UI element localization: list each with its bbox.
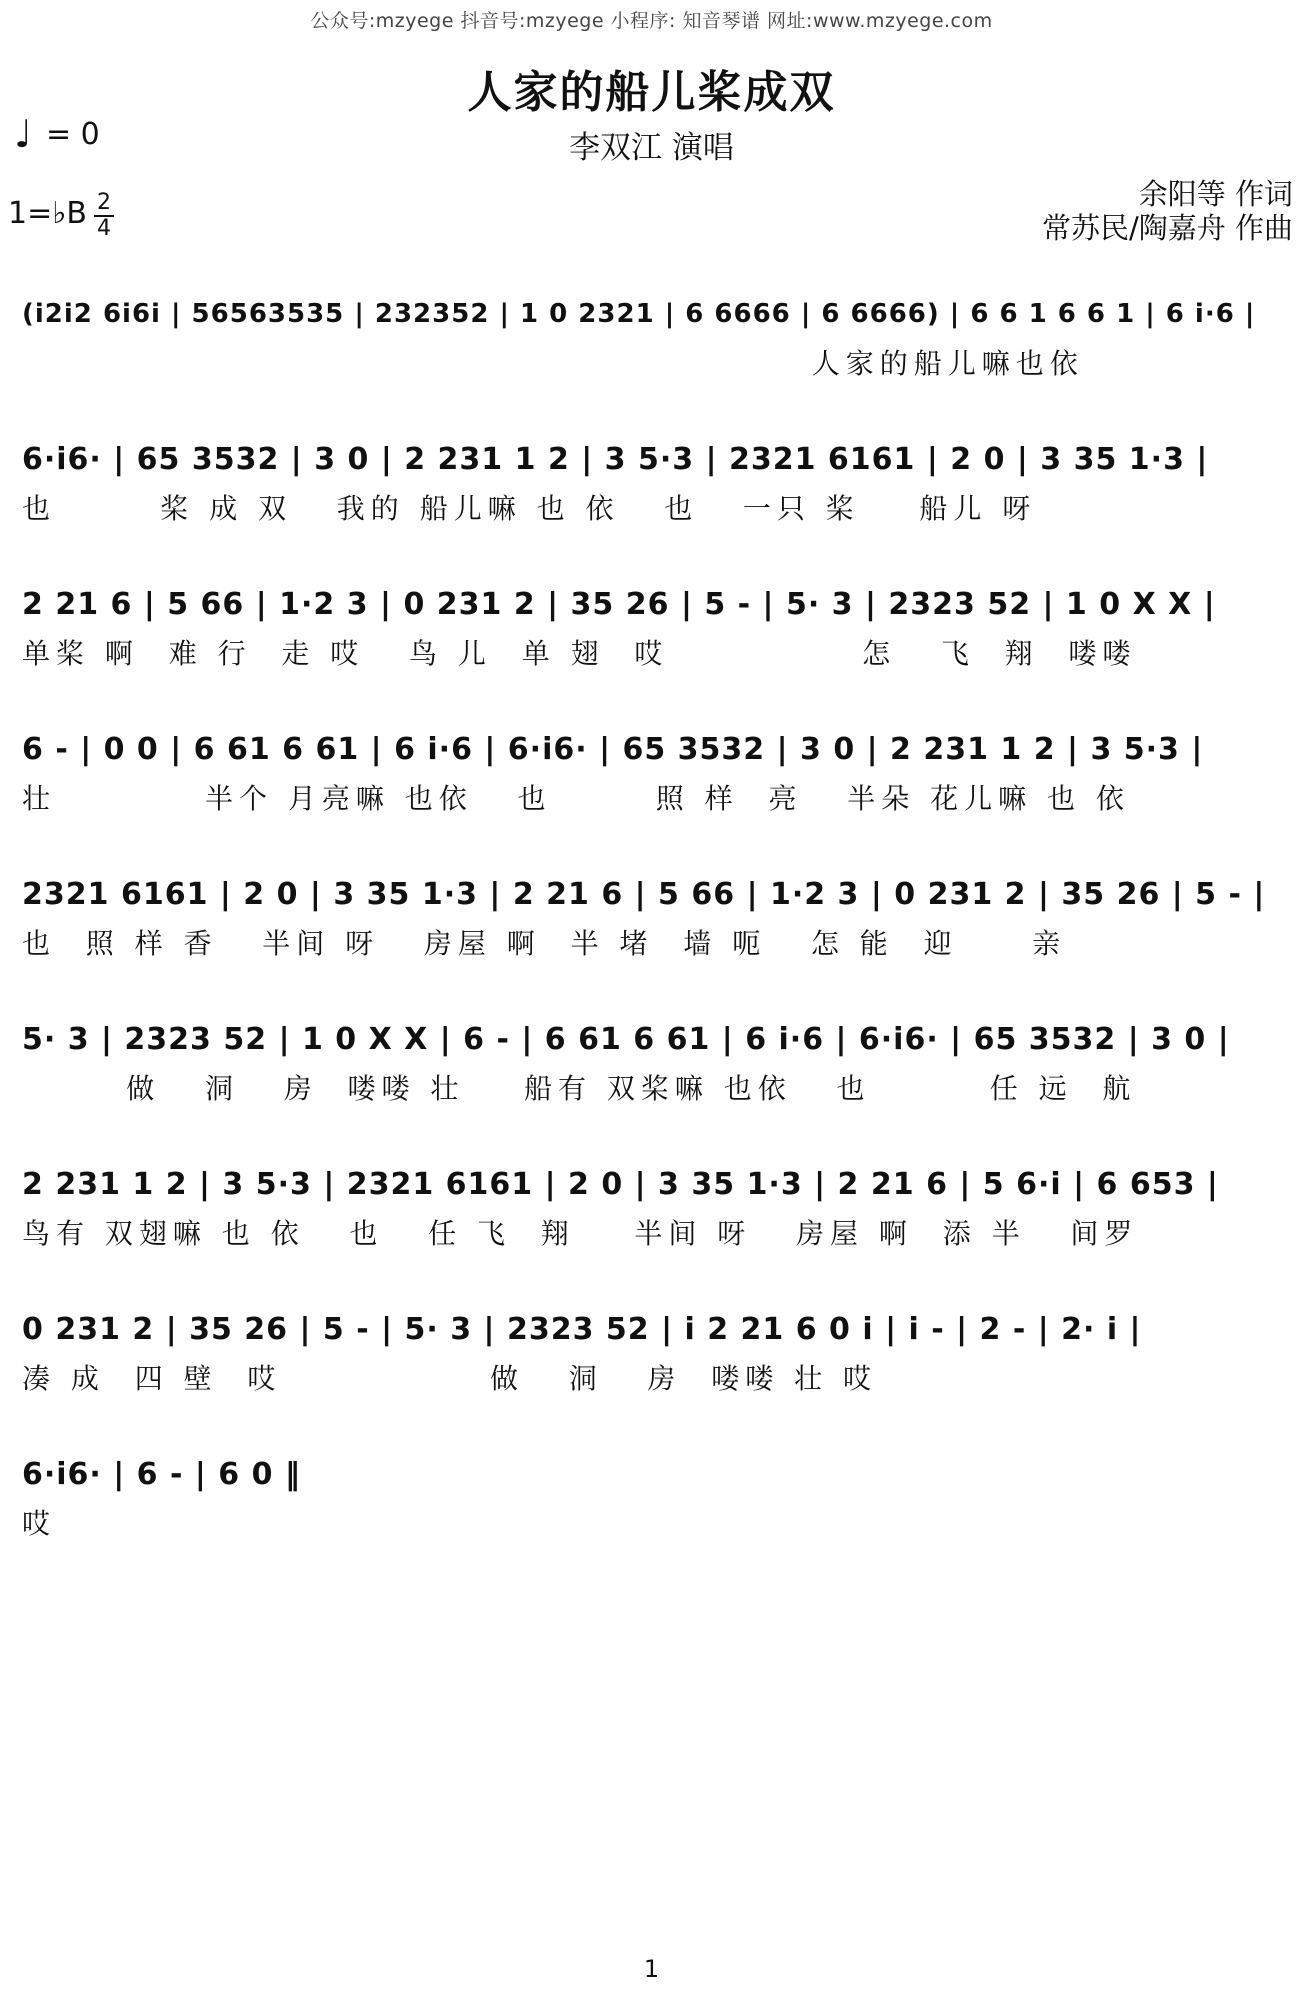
score-row [22,435,1302,565]
lyrics-line: 鸟有 双翅嘛 也 依 也 任 飞 翔 半间 呀 房屋 啊 添 半 间罗 [22,1217,1139,1250]
lyrics-line: 单桨 啊 难 行 走 哎 鸟 儿 单 翅 哎 怎 飞 翔 喽喽 [22,637,1137,670]
score-row [22,290,1302,420]
score-row [22,1160,1302,1290]
notes-line: 6·i6· | 6 - | 6 0 ‖ [22,1456,301,1492]
lyrics-line: 壮 半个 月亮嘛 也依 也 照 样 亮 半朵 花儿嘛 也 依 [22,782,1130,815]
notes-line: 6 - | 0 0 | 6 61 6 61 | 6 i·6 | 6·i6· | 65 3532 | 3 0 | 2 231 1 2 | 3 5·3 | [22,731,1204,767]
score-row [22,1450,1302,1580]
score-row [22,1305,1302,1435]
time-signature [94,192,114,240]
notes-line: 2 21 6 | 5 66 | 1·2 3 | 0 231 2 | 35 26 | 5 - | 5· 3 | 2323 52 | 1 0 X X | [22,586,1216,622]
notes-line: 0 231 2 | 35 26 | 5 - | 5· 3 | 2323 52 | i 2 21 6 0 i | i - | 2 - | 2· i | [22,1311,1142,1347]
lyrics-line: 哎 [22,1507,57,1540]
lyrics-line: 人家的船儿嘛也依 [22,347,1084,380]
score-row [22,870,1302,1000]
lyrics-line: 也 照 样 香 半间 呀 房屋 啊 半 堵 墙 呃 怎 能 迎 亲 [22,927,1067,960]
notes-line: 2 231 1 2 | 3 5·3 | 2321 6161 | 2 0 | 3 35 1·3 | 2 21 6 | 5 6·i | 6 653 | [22,1166,1219,1202]
quarter-note-icon: ♩ [14,112,32,156]
notes-line: 5· 3 | 2323 52 | 1 0 X X | 6 - | 6 61 6 61 | 6 i·6 | 6·i6· | 65 3532 | 3 0 | [22,1021,1230,1057]
score-row [22,725,1302,855]
notes-line: (i2i2 6i6i | 56563535 | 232352 | 1 0 2321 | 6 6666 | 6 6666) | 6 6 1 6 6 1 | 6 i·6 | [22,299,1256,329]
key-signature: 1=♭B [8,196,87,231]
notes-line: 6·i6· | 65 3532 | 3 0 | 2 231 1 2 | 3 5·3 | 2321 6161 | 2 0 | 3 35 1·3 | [22,441,1209,477]
lyrics-line: 做 洞 房 喽喽 壮 船有 双桨嘛 也依 也 任 远 航 [22,1072,1137,1105]
composer-credit: 常苏民/陶嘉舟 作曲 [1042,211,1293,245]
header-info: 公众号:mzyege 抖音号:mzyege 小程序: 知音琴谱 网址:www.mzyege.com [310,10,993,32]
page-number: 1 [643,1955,660,1983]
lyrics-line: 也 桨 成 双 我的 船儿嘛 也 依 也 一只 桨 船儿 呀 [22,492,1037,525]
score-row [22,1015,1302,1145]
time-signature-top: 2 [97,190,111,215]
lyrics-line: 凑 成 四 壁 哎 做 洞 房 喽喽 壮 哎 [22,1362,878,1395]
tempo-marking [14,112,100,156]
lyricist-credit: 余阳等 作词 [1138,177,1293,211]
song-title: 人家的船儿桨成双 [467,67,836,118]
notes-line: 2321 6161 | 2 0 | 3 35 1·3 | 2 21 6 | 5 66 | 1·2 3 | 0 231 2 | 35 26 | 5 - | [22,876,1266,912]
singer-credit: 李双江 演唱 [569,130,734,166]
score-row [22,580,1302,710]
time-signature-bottom: 4 [97,216,111,241]
tempo-value: = 0 [45,116,100,152]
